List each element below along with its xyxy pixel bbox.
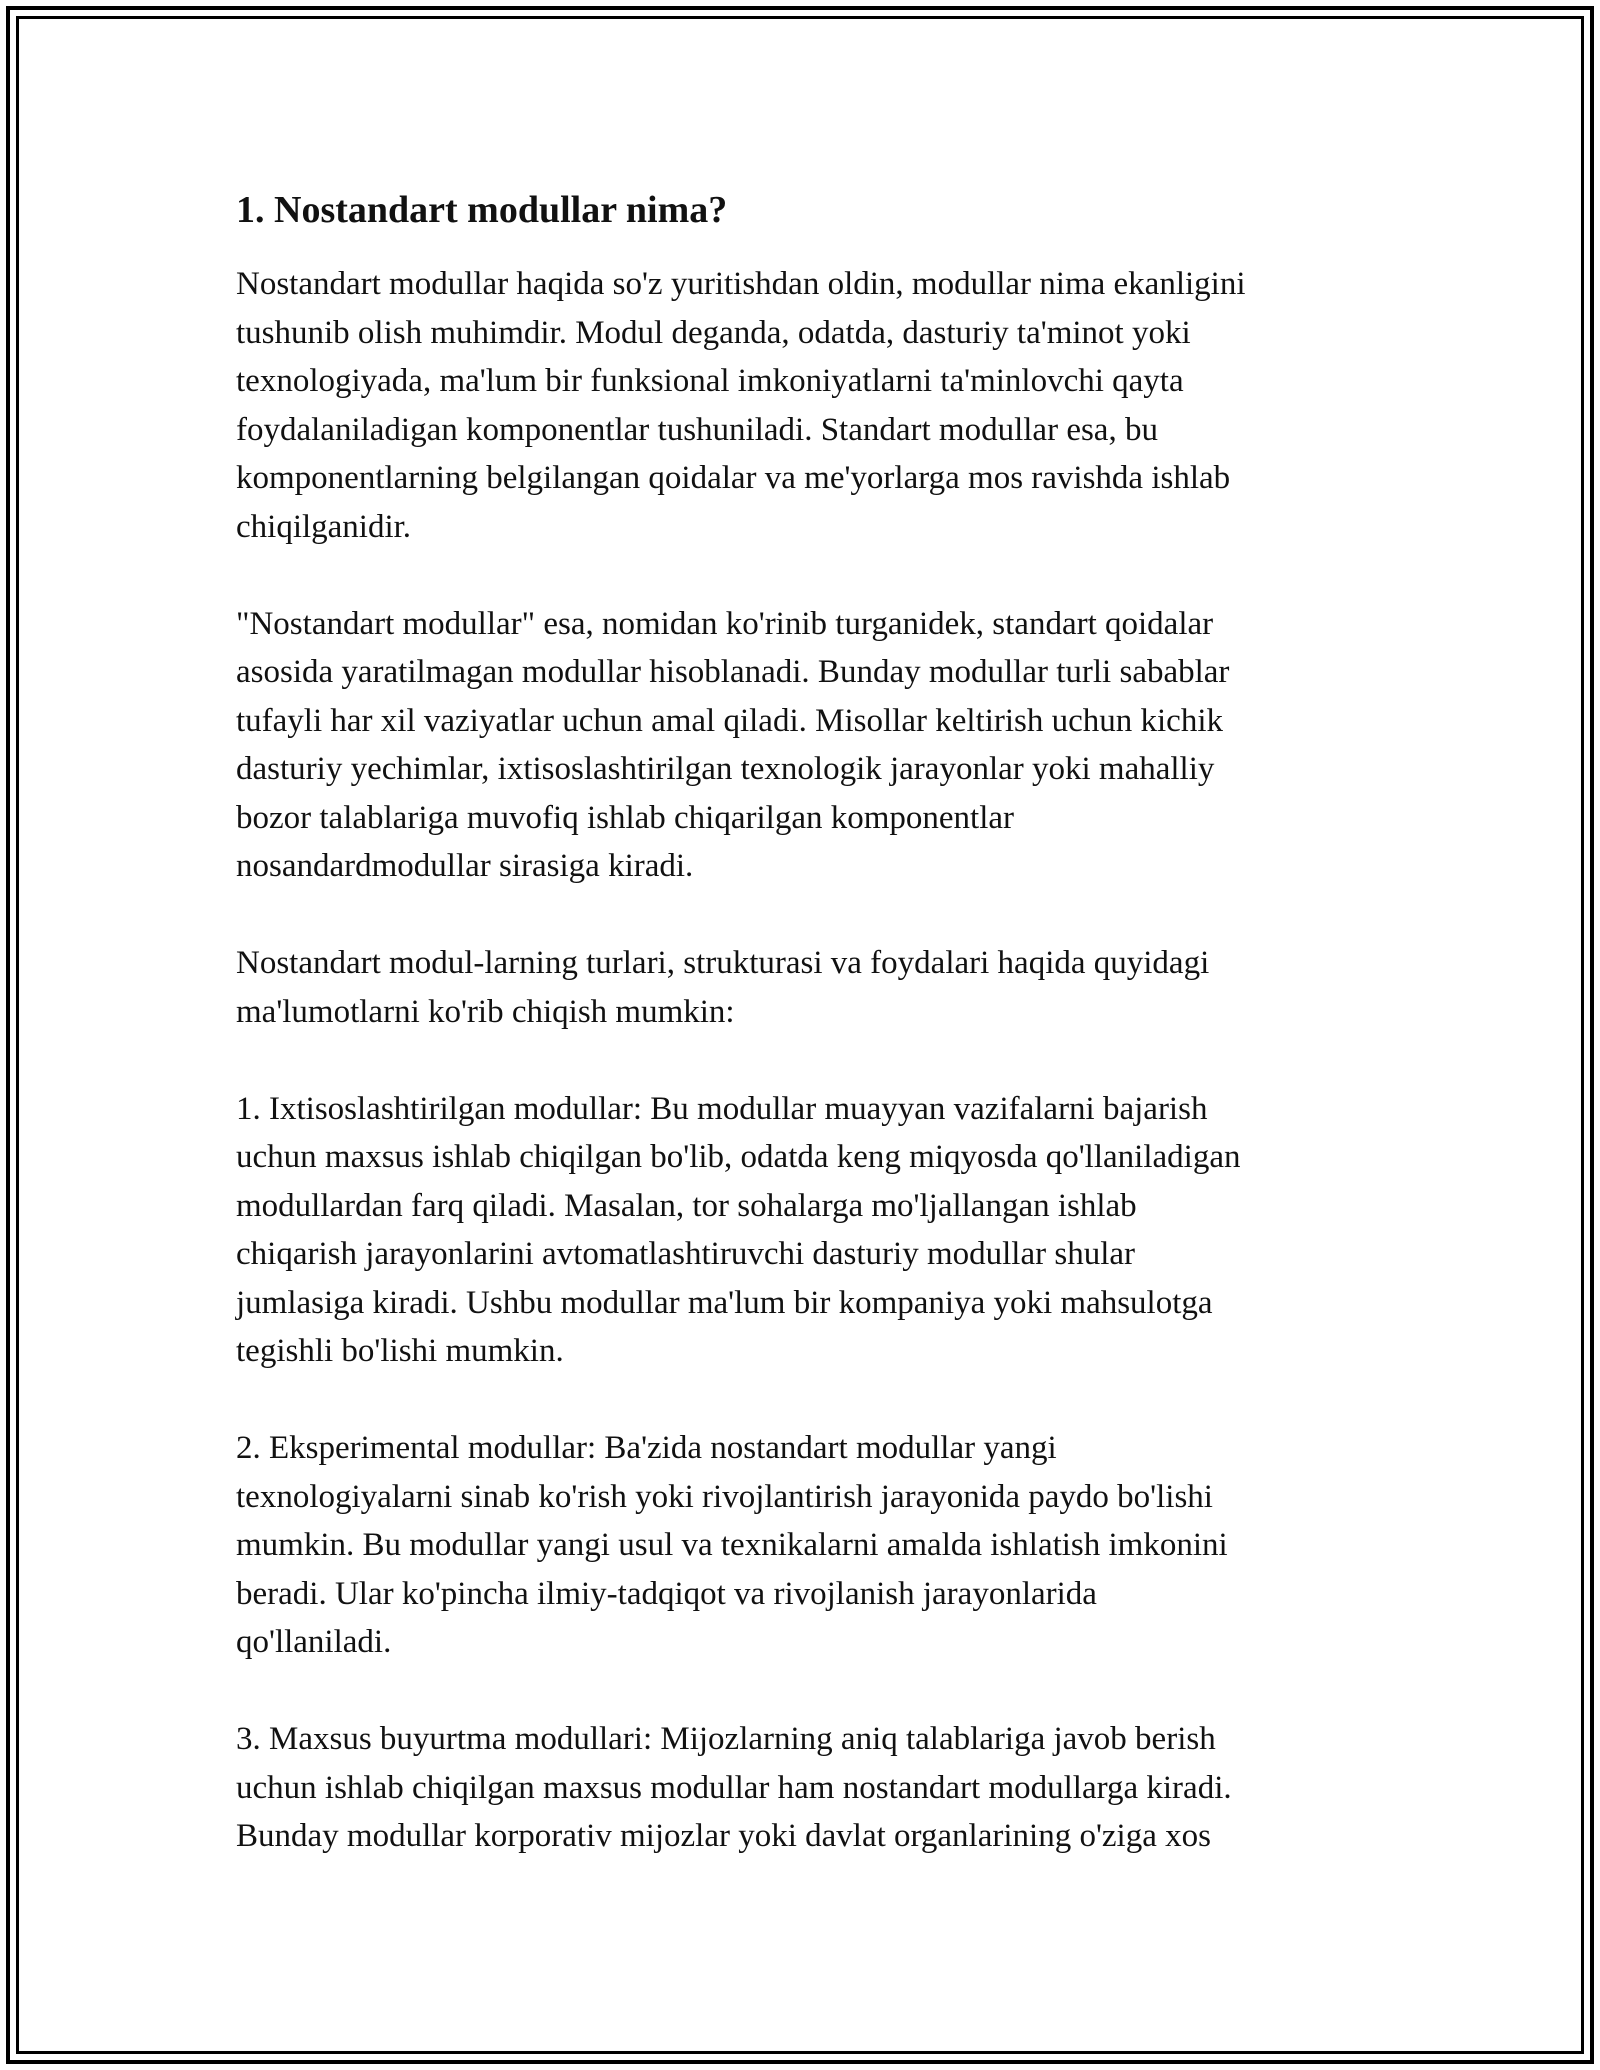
list-item-eksperimental: 2. Eksperimental modullar: Ba'zida nostandart modullar yangi texnologiyalarni sinab ko'rish yoki rivojlantirish jarayonida paydo bo'lishi mumkin. Bu modullar yangi usul va texnikalarni amalda ishlatish imkonini beradi. Ular ko'pincha ilmiy-tadqiqot va rivojlanish jarayonlarida qo'llaniladi. xyxy=(236,1430,1228,1660)
paragraph-modul-definition: Nostandart modullar haqida so'z yuritishdan oldin, modullar nima ekanligini tushunib olish muhimdir. Modul deganda, odatda, dasturiy ta'minot yoki texnologiyada, ma'lum bir funksional imkoniyatlarni ta'minlovchi qayta foydalaniladigan komponentlar tushuniladi. Standart modullar esa, bu komponentlarning belgilangan qoidalar va me'yorlarga mos ravishda ishlab chiqilganidir. xyxy=(236,266,1246,545)
paragraph-intro-list: Nostandart modul-larning turlari, strukturasi va foydalari haqida quyidagi ma'lumotlarni ko'rib chiqish mumkin: xyxy=(236,945,1210,1030)
list-item-ixtisoslashtirilgan: 1. Ixtisoslashtirilgan modullar: Bu modullar muayyan vazifalarni bajarish uchun maxsus ishlab chiqilgan bo'lib, odatda keng miqyosda qo'llaniladigan modullardan farq qiladi. Masalan, tor sohalarga mo'ljallangan ishlab chiqarish jarayonlarini avtomatlashtiruvchi dasturiy modullar shular jumlasiga kiradi. Ushbu modullar ma'lum bir kompaniya yoki mahsulotga tegishli bo'lishi mumkin. xyxy=(236,1090,1241,1369)
paragraph-nostandart-definition: "Nostandart modullar" esa, nomidan ko'rinib turganidek, standart qoidalar asosida yaratilmagan modullar hisoblanadi. Bunday modullar turli sabablar tufayli har xil vaziyatlar uchun amal qiladi. Misollar keltirish uchun kichik dasturiy yechimlar, ixtisoslashtirilgan texnologik jarayonlar yoki mahalliy bozor talablariga muvofiq ishlab chiqarilgan komponentlar nosandardmodullar sirasiga kiradi. xyxy=(236,605,1230,884)
section-heading: 1. Nostandart modullar nima? xyxy=(236,189,728,231)
list-item-maxsus-buyurtma: 3. Maxsus buyurtma modullari: Mijozlarning aniq talablariga javob berish uchun ishlab chiqilgan maxsus modullar ham nostandart modullarga kiradi. Bunday modullar korporativ mijozlar yoki davlat organlarining o'ziga xos xyxy=(236,1721,1232,1854)
document-body xyxy=(236,186,1386,1909)
